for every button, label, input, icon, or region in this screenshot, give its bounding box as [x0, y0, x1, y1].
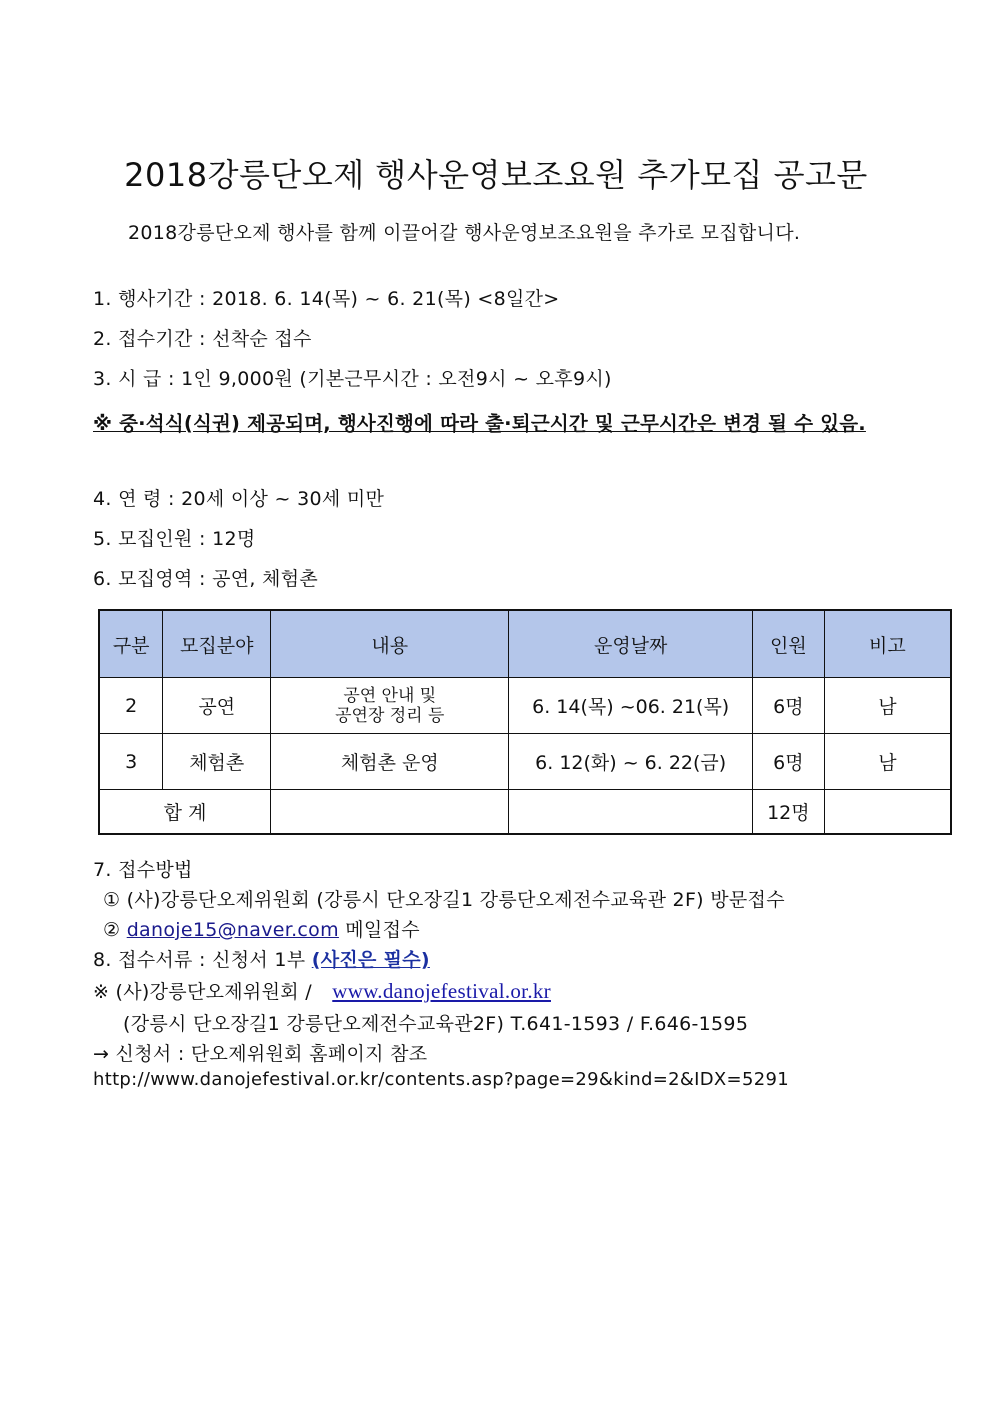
cell-no: 3: [99, 734, 163, 790]
form-reference: → 신청서 : 단오제위원회 홈페이지 참조: [93, 1043, 428, 1065]
cell-field: 체험촌: [163, 734, 271, 790]
header-field: 모집분야: [163, 610, 271, 678]
total-empty-cell: [271, 790, 509, 835]
method-title: 7. 접수방법: [93, 859, 193, 881]
cell-content: 체험촌 운영: [271, 734, 509, 790]
cell-field: 공연: [163, 678, 271, 734]
total-count: 12명: [752, 790, 824, 835]
method-email-suffix: 메일접수: [345, 919, 420, 941]
total-label: 합 계: [99, 790, 271, 835]
form-url: http://www.danojefestival.or.kr/contents.asp?page=29&kind=2&IDX=5291: [93, 1069, 789, 1090]
cell-content-line: 공연장 정리 등: [335, 705, 445, 726]
cell-content-line: 공연 안내 및: [343, 685, 437, 706]
age-requirement: 4. 연 령 : 20세 이상 ~ 30세 미만: [93, 488, 385, 510]
cell-note: 남: [824, 678, 951, 734]
recruit-count: 5. 모집인원 : 12명: [93, 528, 256, 550]
header-content: 내용: [271, 610, 509, 678]
event-period: 1. 행사기간 : 2018. 6. 14(목) ~ 6. 21(목) <8일간>: [93, 288, 560, 310]
header-count: 인원: [752, 610, 824, 678]
email-link[interactable]: danoje15@naver.com: [126, 919, 339, 941]
table-row: [99, 678, 951, 734]
intro-text: 2018강릉단오제 행사를 함께 이끌어갈 행사운영보조요원을 추가로 모집합니다.: [128, 222, 801, 244]
total-empty-cell: [824, 790, 951, 835]
organization-address: (강릉시 단오장길1 강릉단오제전수교육관2F) T.641-1593 / F.646-1595: [123, 1013, 749, 1035]
cell-no: 2: [99, 678, 163, 734]
table-total-row: [99, 790, 951, 835]
method-email: [103, 915, 420, 942]
photo-required-note: (사진은 필수): [311, 949, 430, 971]
total-empty-cell: [509, 790, 752, 835]
recruitment-table: [98, 609, 952, 835]
document-title: 2018강릉단오제 행사운영보조요원 추가모집 공고문: [124, 156, 868, 194]
cell-content: [271, 678, 509, 734]
header-date: 운영날짜: [509, 610, 752, 678]
organization-name: ※ (사)강릉단오제위원회 /: [93, 981, 312, 1003]
header-note: 비고: [824, 610, 951, 678]
method-email-number: ②: [103, 919, 121, 941]
meal-notice: ※ 중·석식(식권) 제공되며, 행사진행에 따라 출·퇴근시간 및 근무시간은 변경 될 수 있음.: [93, 412, 866, 435]
cell-note: 남: [824, 734, 951, 790]
required-documents: [93, 945, 430, 972]
method-visit: ① (사)강릉단오제위원회 (강릉시 단오장길1 강릉단오제전수교육관 2F) 방문접수: [103, 889, 785, 911]
header-category: 구분: [99, 610, 163, 678]
cell-date: 6. 14(목) ~06. 21(목): [509, 678, 752, 734]
cell-date: 6. 12(화) ~ 6. 22(금): [509, 734, 752, 790]
cell-count: 6명: [752, 734, 824, 790]
table-row: [99, 734, 951, 790]
organization-line: [93, 977, 551, 1004]
table-header-row: [99, 610, 951, 678]
documents-text: 8. 접수서류 : 신청서 1부: [93, 949, 306, 971]
recruit-area: 6. 모집영역 : 공연, 체험촌: [93, 568, 319, 590]
hourly-wage: 3. 시 급 : 1인 9,000원 (기본근무시간 : 오전9시 ~ 오후9시): [93, 368, 612, 390]
cell-count: 6명: [752, 678, 824, 734]
application-period: 2. 접수기간 : 선착순 접수: [93, 328, 312, 350]
website-link[interactable]: www.danojefestival.or.kr: [332, 979, 551, 1003]
